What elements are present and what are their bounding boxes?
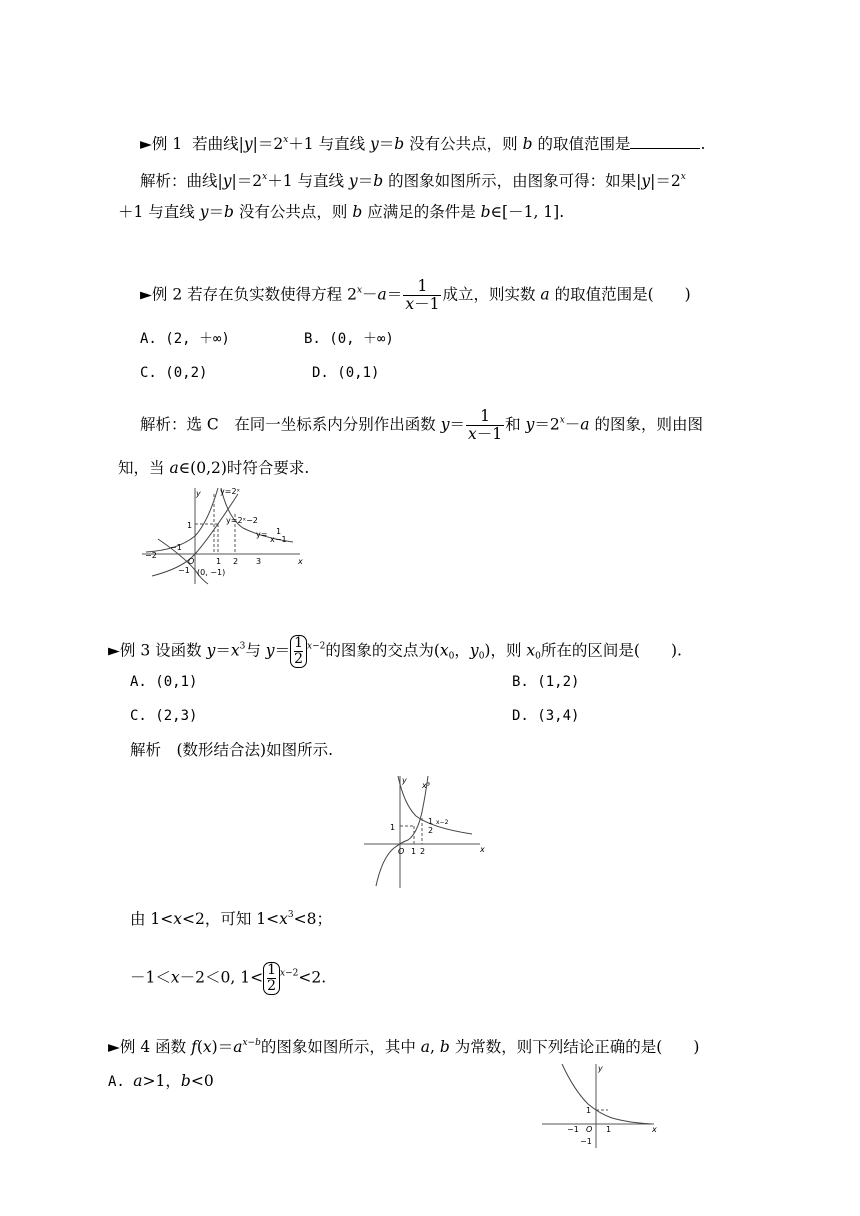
svg-text:2: 2 [428, 826, 434, 835]
svg-text:1: 1 [586, 1106, 592, 1115]
svg-text:1: 1 [411, 847, 417, 856]
svg-text:1: 1 [428, 817, 434, 826]
svg-text:−2: −2 [145, 551, 157, 560]
svg-text:1: 1 [276, 527, 282, 536]
svg-text:1: 1 [187, 521, 193, 530]
svg-text:2: 2 [420, 847, 426, 856]
example2-solution-line1: 解析：选 C 在同一坐标系内分别作出函数 y＝ $\frac{1}{x-1}$ 和 $y=2^x-a$ 的图象，则由图 [140, 407, 703, 443]
svg-text:1: 1 [390, 823, 396, 832]
option-a: A. (0,1) [130, 674, 198, 690]
y-axis-label: y [598, 1064, 603, 1073]
option-a: A. a>1，b<0 [108, 1072, 214, 1090]
option-c: C. (2,3) [130, 708, 198, 724]
svg-text:−1: −1 [170, 543, 182, 552]
example3-question: ►例 3 设函数 $y=x^3$与 y＝ $\frac{1}{2}$ $^{x-2}$的图象的交点为($x_0$，$y_0$)，则 $x_0$所在的区间是( ). [108, 635, 682, 667]
example3-solution-line2: －1＜x－2＜0, 1< $\frac{1}{2}$ $^{x-2}$<2. [130, 962, 327, 994]
example4-figure [540, 1060, 662, 1150]
option-d: D. (3,4) [512, 708, 580, 724]
svg-text:x−2: x−2 [436, 819, 449, 826]
option-b: B. (1,2) [512, 674, 580, 690]
x-axis-label: x [298, 557, 303, 566]
curve-label: y= [256, 530, 268, 539]
bracket-fraction: $\frac{1}{2}$ [290, 635, 307, 668]
example4-question: ►例 4 函数 $f(x)=a^{x-b}$的图象如图所示，其中 a, b 为常数，则下列结论正确的是( ) [108, 1038, 700, 1056]
svg-text:−1: −1 [567, 1125, 579, 1134]
svg-text:x−1: x−1 [270, 535, 287, 544]
example3-figure [362, 772, 490, 890]
svg-text:O: O [398, 847, 405, 856]
option-a: A. (2, ＋∞) [140, 331, 230, 347]
svg-text:2: 2 [233, 557, 239, 566]
curve-label: y=2ˣ [220, 487, 241, 496]
svg-text:3: 3 [256, 557, 262, 566]
option-d: D. (0,1) [312, 365, 380, 381]
curve-label: x³ [422, 781, 430, 790]
curve-label: y=2ˣ−2 [226, 516, 258, 525]
option-c: C. (0,2) [140, 365, 208, 381]
example2-figure [138, 484, 308, 586]
fraction: $\frac{1}{x-1}$ [405, 277, 440, 313]
svg-text:O: O [188, 557, 195, 566]
svg-text:−1: −1 [580, 1137, 592, 1146]
example1-solution-line1: 解析：曲线$|y|=2^x+1$ 与直线 y＝b 的图象如图所示，由图象可得：如果$|y|=2^x$ [140, 172, 686, 190]
example3-solution-head: 解析 (数形结合法)如图所示. [130, 741, 334, 759]
example2-solution-line2: 知，当 a∈(0,2)时符合要求. [118, 459, 310, 477]
example1-solution-line2: ＋1 与直线 y＝b 没有公共点，则 b 应满足的条件是 b∈[－1, 1]. [118, 203, 565, 221]
x-axis-label: x [480, 845, 485, 854]
svg-text:−1: −1 [178, 566, 190, 575]
y-axis-label: y [196, 489, 201, 498]
example1-question: ►例 1 若曲线$|y|=2^x+1$ 与直线 y＝b 没有公共点，则 b 的取值范围是 . [140, 135, 706, 153]
y-axis-label: y [402, 776, 407, 785]
answer-blank [630, 134, 700, 149]
x-axis-label: x [652, 1125, 657, 1134]
svg-text:1: 1 [216, 557, 222, 566]
example2-question: ►例 2 若存在负实数使得方程 $2^x-a=$ $\frac{1}{x-1}$ 成立，则实数 a 的取值范围是( ) [140, 277, 691, 313]
option-b: B. (0, ＋∞) [304, 331, 394, 347]
svg-text:1: 1 [606, 1125, 612, 1134]
svg-text:(0, −1): (0, −1) [197, 568, 226, 577]
svg-text:O: O [586, 1125, 593, 1134]
example3-solution-line1: 由 1<x<2，可知 $1<x^3<8$； [130, 910, 332, 928]
